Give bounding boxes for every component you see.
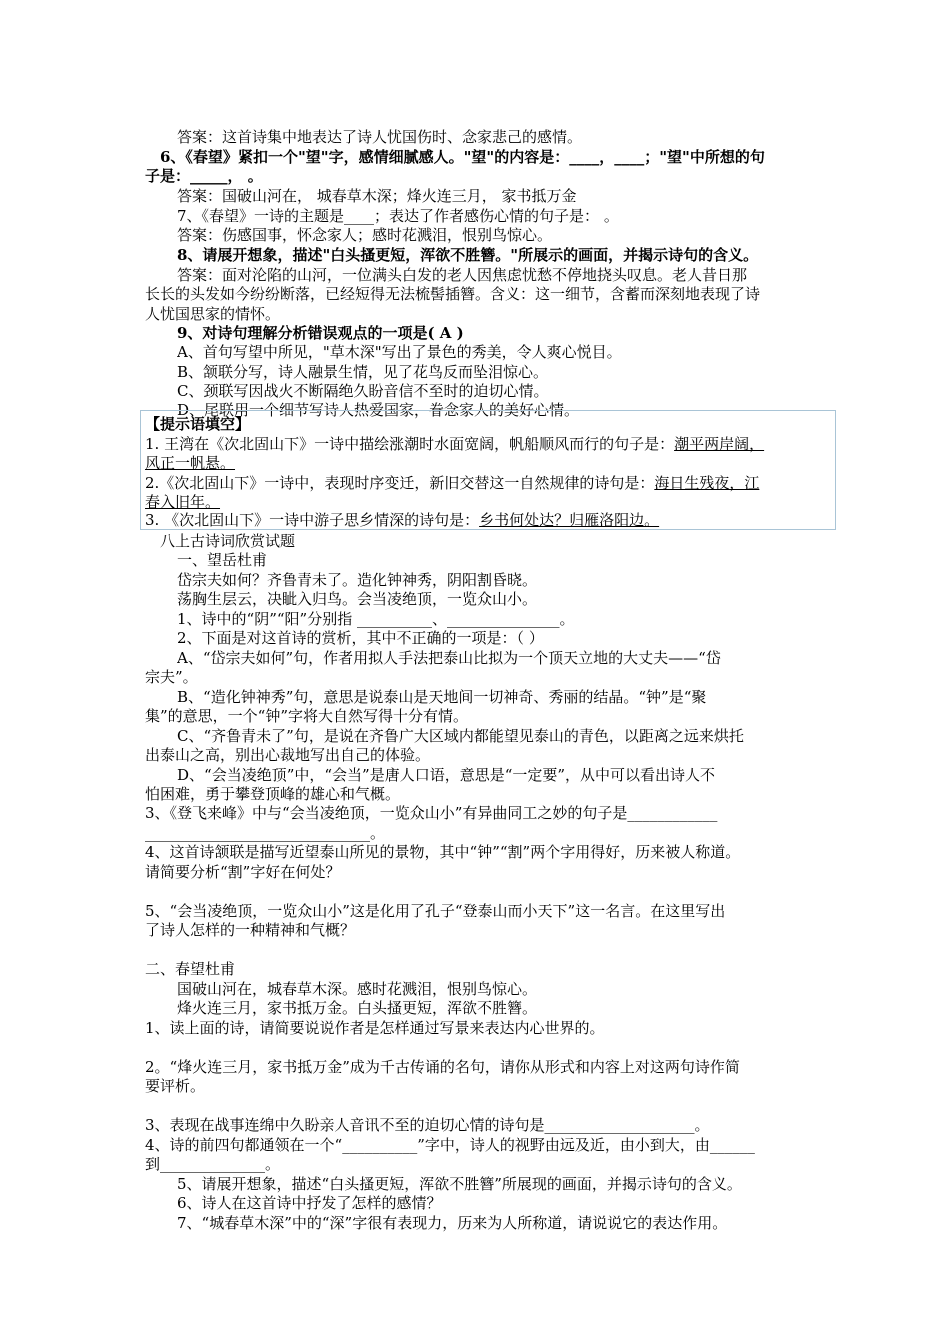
question-line: 4、诗的前四句都通领在一个“__________”字中，诗人的视野由远及近，由小到大，由______ [145,1136,755,1154]
box-item-1-cont [145,453,815,473]
box-item-3 [145,510,815,530]
option-a: A、首句写望中所见，"草木深"写出了景色的秀美，令人爽心悦目。 [177,343,622,361]
answer-line: 答案：这首诗集中地表达了诗人忧国伤时、念家悲己的感情。 [177,128,583,146]
question-line: 5、“会当凌绝顶，一览众山小”这是化用了孔子“登泰山而小天下”这一名言。在这里写出 [145,902,726,920]
question-line: 5、请展开想象，描述“白头搔更短，浑欲不胜簪”所展现的画面，并揭示诗句的含义。 [177,1175,742,1193]
question-line: 2。“烽火连三月，家书抵万金”成为千古传诵的名句，请你从形式和内容上对这两句诗作简 [145,1058,740,1076]
box-item-2-answer-cont: 春入旧年。 [145,493,221,511]
option-line: D、“会当凌绝顶”中，“会当”是唐人口语，意思是“一定要”，从中可以看出诗人不 [177,766,716,784]
question-line: 7、“城春草木深”中的“深”字很有表现力，历来为人所称道，请说说它的表达作用。 [177,1214,728,1232]
answer-blank: ______________________________。 [145,824,386,842]
box-item-3-answer: 乡书何处达？归雁洛阳边。 [479,511,660,529]
answer-6: 答案：国破山河在， 城春草木深；烽火连三月， 家书抵万金 [177,187,577,205]
box-item-2-answer: 海日生残夜，江 [654,474,760,492]
question-9: 9、对诗句理解分析错误观点的一项是( A ) [177,324,464,342]
option-b: B、颔联分写，诗人融景生情，见了花鸟反而坠泪惊心。 [177,363,549,381]
question-6-cont: 子是：_____， 。 [145,167,263,185]
question-line: 请简要分析“割”字好在何处？ [145,863,341,881]
poem-title-2: 二、春望杜甫 [145,960,236,978]
option-line: 出泰山之高，别出心裁地写出自己的体验。 [145,746,431,764]
question-line: 1、诗中的“阴”“阳”分别指 __________、_______________。 [177,610,575,628]
question-6: 6、《春望》紧扣一个"望"字，感情细腻感人。"望"的内容是：____，____；"望"中所想的句 [160,148,765,166]
option-line: C、“齐鲁青未了”句，是说在齐鲁广大区域内都能望见泰山的青色，以距离之远来烘托 [177,727,744,745]
question-line: 4、这首诗颔联是描写近望泰山所见的景物，其中“钟”“割”两个字用得好，历来被人称道。 [145,843,741,861]
box-item-1 [145,434,815,454]
poem-line: 烽火连三月，家书抵万金。白头搔更短，浑欲不胜簪。 [177,999,538,1017]
box-title: 【提示语填空】 [145,415,251,433]
option-line: 集”的意思，一个“钟”字将大自然写得十分有情。 [145,707,469,725]
box-item-2-text: 2.《次北固山下》一诗中，表现时序变迁，新旧交替这一自然规律的诗句是： [145,474,655,492]
question-7: 7、《春望》一诗的主题是____；表达了作者感伤心情的句子是： 。 [177,207,619,225]
box-item-1-text: 1. 王湾在《次北固山下》一诗中描绘涨潮时水面宽阔，帆船顺风而行的句子是： [145,435,675,453]
box-item-1-answer: 潮平两岸阔， [674,435,765,453]
option-line: 宗夫”。 [145,668,198,686]
poem-line: 荡胸生层云，决眦入归鸟。会当凌绝顶，一览众山小。 [177,590,538,608]
box-item-2-cont [145,492,815,512]
poem-line: 国破山河在，城春草木深。感时花溅泪，恨别鸟惊心。 [177,980,538,998]
question-8: 8、请展开想象，描述"白头搔更短，浑欲不胜簪。"所展示的画面，并揭示诗句的含义。 [177,246,759,264]
section-heading: 八上古诗词欣赏试题 [160,532,296,550]
question-line: 到______________。 [145,1155,281,1173]
option-line: B、“造化钟神秀”句，意思是说泰山是天地间一切神奇、秀丽的结晶。“钟”是“聚 [177,688,707,706]
answer-8-line3: 人忧国思家的情怀。 [145,305,281,323]
question-line: 3、《登飞来峰》中与“会当凌绝顶，一览众山小”有异曲同工之妙的句子是____________ [145,804,718,822]
answer-7: 答案：伤感国事，怀念家人；感时花溅泪，恨别鸟惊心。 [177,226,553,244]
option-c: C、颈联写因战火不断隔绝久盼音信不至时的迫切心情。 [177,382,549,400]
question-line: 6、诗人在这首诗中抒发了怎样的感情？ [177,1194,442,1212]
box-item-2 [145,473,815,493]
option-d: D、尾联用一个细节写诗人热爱国家，眷念家人的美好心情。 [177,401,580,419]
question-line: 了诗人怎样的一种精神和气概？ [145,921,356,939]
question-line: 2、下面是对这首诗的赏析，其中不正确的一项是：（ ） [177,629,544,647]
answer-8-line2: 长长的头发如今纷纷断落，已经短得无法梳髻插簪。含义：这一细节，含蓄而深刻地表现了诗 [145,285,761,303]
question-line: 3、表现在战事连绵中久盼亲人音讯不至的迫切心情的诗句是____________________。 [145,1116,710,1134]
box-item-1-answer-cont: 风正一帆悬。 [145,454,236,472]
answer-8-line1: 答案：面对沦陷的山河，一位满头白发的老人因焦虑忧愁不停地挠头叹息。老人昔日那 [177,266,748,284]
option-line: 怕困难，勇于攀登顶峰的雄心和气概。 [145,785,401,803]
poem-line: 岱宗夫如何？齐鲁青未了。造化钟神秀，阴阳割昏晓。 [177,571,538,589]
option-line: A、“岱宗夫如何”句，作者用拟人手法把泰山比拟为一个顶天立地的大丈夫——“岱 [177,649,721,667]
box-item-3-text: 3. 《次北固山下》一诗中游子思乡情深的诗句是： [145,511,480,529]
question-line: 要评析。 [145,1077,206,1095]
question-line: 1、读上面的诗，请简要说说作者是怎样通过写景来表达内心世界的。 [145,1019,605,1037]
poem-title-1: 一、望岳杜甫 [177,551,268,569]
